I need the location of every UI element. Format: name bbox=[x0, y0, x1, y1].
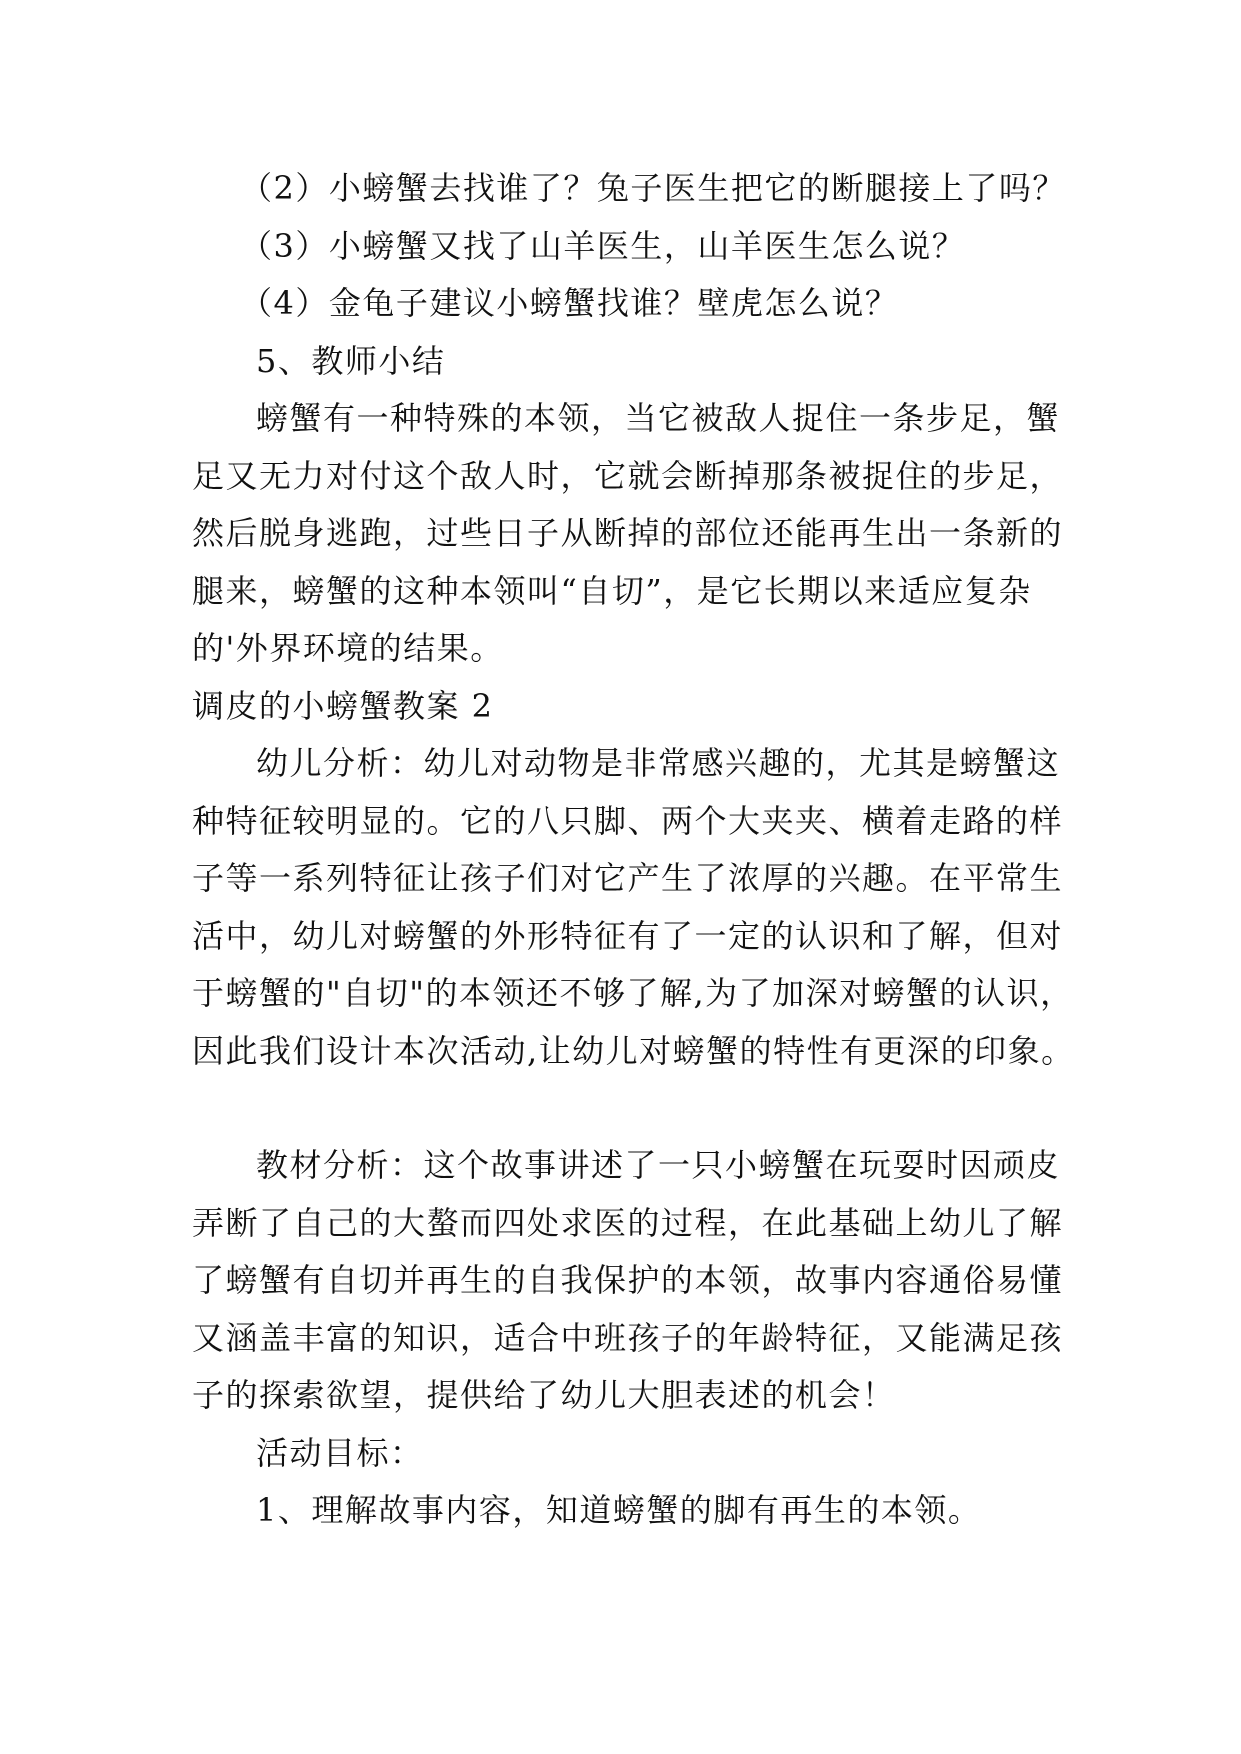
goal-item-1: 1、理解故事内容，知道螃蟹的脚有再生的本领。 bbox=[256, 1491, 982, 1529]
question-4: （4）金龟子建议小螃蟹找谁？壁虎怎么说？ bbox=[240, 284, 899, 322]
paragraph-line: 幼儿分析：幼儿对动物是非常感兴趣的，尤其是螃蟹这 bbox=[256, 744, 1061, 782]
paragraph-line: 又涵盖丰富的知识，适合中班孩子的年龄特征，又能满足孩 bbox=[192, 1318, 1064, 1357]
paragraph-line: 了螃蟹有自切并再生的自我保护的本领，故事内容通俗易懂 bbox=[192, 1261, 1064, 1299]
paragraph-line: 腿来，螃蟹的这种本领叫“自切”，是它长期以来适应复杂 bbox=[192, 571, 1032, 610]
paragraph-line: 弄断了自己的大螯而四处求医的过程，在此基础上幼儿了解 bbox=[192, 1203, 1064, 1242]
document-body bbox=[192, 160, 1075, 1540]
paragraph-gap bbox=[192, 1080, 1072, 1137]
section-heading-summary: 5、教师小结 bbox=[256, 341, 446, 380]
paragraph-line: 教材分析：这个故事讲述了一只小螃蟹在玩耍时因顽皮 bbox=[256, 1146, 1061, 1184]
paragraph-line: 子等一系列特征让孩子们对它产生了浓厚的兴趣。在平常生 bbox=[192, 859, 1064, 897]
document-title: 调皮的小螃蟹教案 2 bbox=[192, 686, 494, 725]
paragraph-line: 于螃蟹的"自切"的本领还不够了解,为了加深对螃蟹的认识， bbox=[192, 974, 1074, 1012]
paragraph-line: 的'外界环境的结果。 bbox=[192, 629, 504, 667]
paragraph-line: 足又无力对付这个敌人时，它就会断掉那条被捉住的步足， bbox=[192, 456, 1064, 495]
paragraph-line: 然后脱身逃跑，过些日子从断掉的部位还能再生出一条新的 bbox=[192, 514, 1064, 552]
question-3: （3）小螃蟹又找了山羊医生，山羊医生怎么说？ bbox=[240, 226, 966, 265]
paragraph-line: 因此我们设计本次活动,让幼儿对螃蟹的特性有更深的印象。 bbox=[192, 1031, 1075, 1070]
section-heading-goals: 活动目标： bbox=[256, 1433, 424, 1472]
paragraph-line: 活中，幼儿对螃蟹的外形特征有了一定的认识和了解，但对 bbox=[192, 916, 1064, 955]
paragraph-line: 种特征较明显的。它的八只脚、两个大夹夹、横着走路的样 bbox=[192, 801, 1064, 840]
paragraph-line: 螃蟹有一种特殊的本领，当它被敌人捉住一条步足，蟹 bbox=[256, 399, 1061, 437]
paragraph-line: 子的探索欲望，提供给了幼儿大胆表述的机会！ bbox=[192, 1376, 896, 1414]
question-2: （2）小螃蟹去找谁了？兔子医生把它的断腿接上了吗？ bbox=[240, 169, 1066, 207]
